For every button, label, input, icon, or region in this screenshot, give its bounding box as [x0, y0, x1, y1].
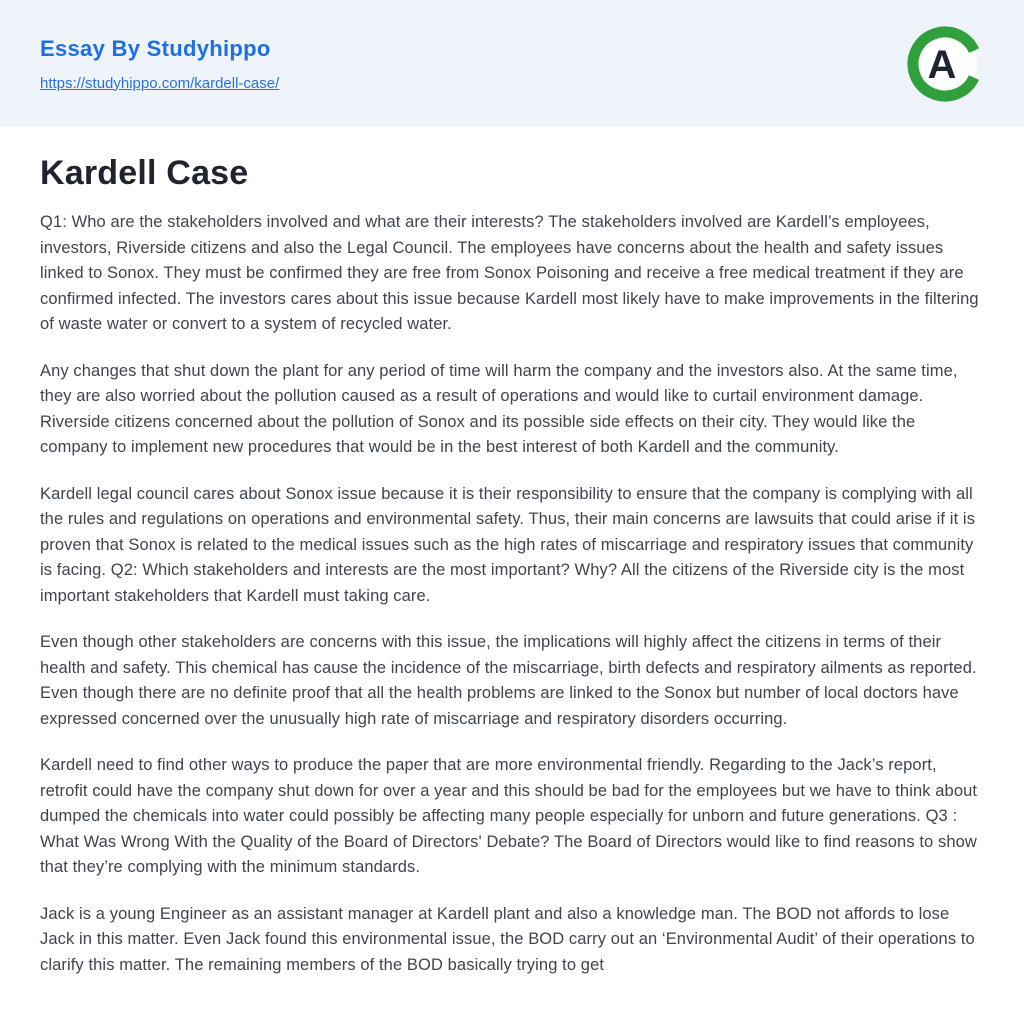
header-text-block: [40, 36, 279, 92]
article-paragraph: Even though other stakeholders are concerns with this issue, the implications will highly affect the citizens in terms of their health and safety. This chemical has cause the incidence of the miscarriage, birth defects and respiratory ailments as reported. Even though there are no definite proof that all the health problems are linked to the Sonox but number of local doctors have expressed concerned over the unusually high rate of miscarriage and respiratory disorders occurring.: [40, 633, 977, 728]
article-paragraph: Kardell need to find other ways to produce the paper that are more environmental friendly. Regarding to the Jack’s report, retrofit could have the company shut down for over a year and this should be bad for the employees but we have to think about dumped the chemicals into water could possibly be affecting many people especially for unborn and future generations. Q3 : What Was Wrong With the Quality of the Board of Directors' Debate? The Board of Directors would like to find reasons to show that they’re complying with the minimum standards.: [40, 756, 978, 876]
page-title: Kardell Case: [40, 154, 249, 192]
studyhippo-logo-icon: [906, 25, 984, 103]
article-body: [40, 210, 984, 978]
page-url-link[interactable]: https://studyhippo.com/kardell-case/: [40, 74, 280, 92]
logo-letter: A: [927, 42, 957, 87]
article-paragraph: Kardell legal council cares about Sonox issue because it is their responsibility to ensure that the company is complying with all the rules and regulations on operations and environmental safety. Thus, their main concerns are lawsuits that could arise if it is proven that Sonox is related to the medical issues such as the high rates of miscarriage and respiratory issues that community is facing. Q2: Which stakeholders and interests are the most important? Why? All the citizens of the Riverside city is the most important stakeholders that Kardell must taking care.: [40, 484, 976, 605]
page-header: [0, 0, 1024, 127]
article-paragraph: Any changes that shut down the plant for any period of time will harm the company and the investors also. At the same time, they are also worried about the pollution caused as a result of operations and would like to curtail environment damage. Riverside citizens concerned about the pollution of Sonox and its possible side effects on their city. They would like the company to implement new procedures that would be in the best interest of both Kardell and the community.: [40, 361, 958, 456]
article-paragraph: Jack is a young Engineer as an assistant manager at Kardell plant and also a knowledge man. The BOD not affords to lose Jack in this matter. Even Jack found this environmental issue, the BOD carry out an ‘Environmental Audit’ of their operations to clarify this matter. The remaining members of the BOD basically trying to get: [40, 904, 975, 974]
studyhippo-logo: [906, 25, 984, 103]
site-title-link[interactable]: Essay By Studyhippo: [40, 35, 271, 61]
article-paragraph: Q1: Who are the stakeholders involved and what are their interests? The stakeholders involved are Kardell’s employees, investors, Riverside citizens and also the Legal Council. The employees have concerns about the health and safety issues linked to Sonox. They must be confirmed they are free from Sonox Poisoning and receive a free medical treatment if they are confirmed infected. The investors cares about this issue because Kardell most likely have to make improvements in the filtering of waste water or convert to a system of recycled water.: [40, 213, 979, 333]
article-content: [0, 154, 1024, 978]
